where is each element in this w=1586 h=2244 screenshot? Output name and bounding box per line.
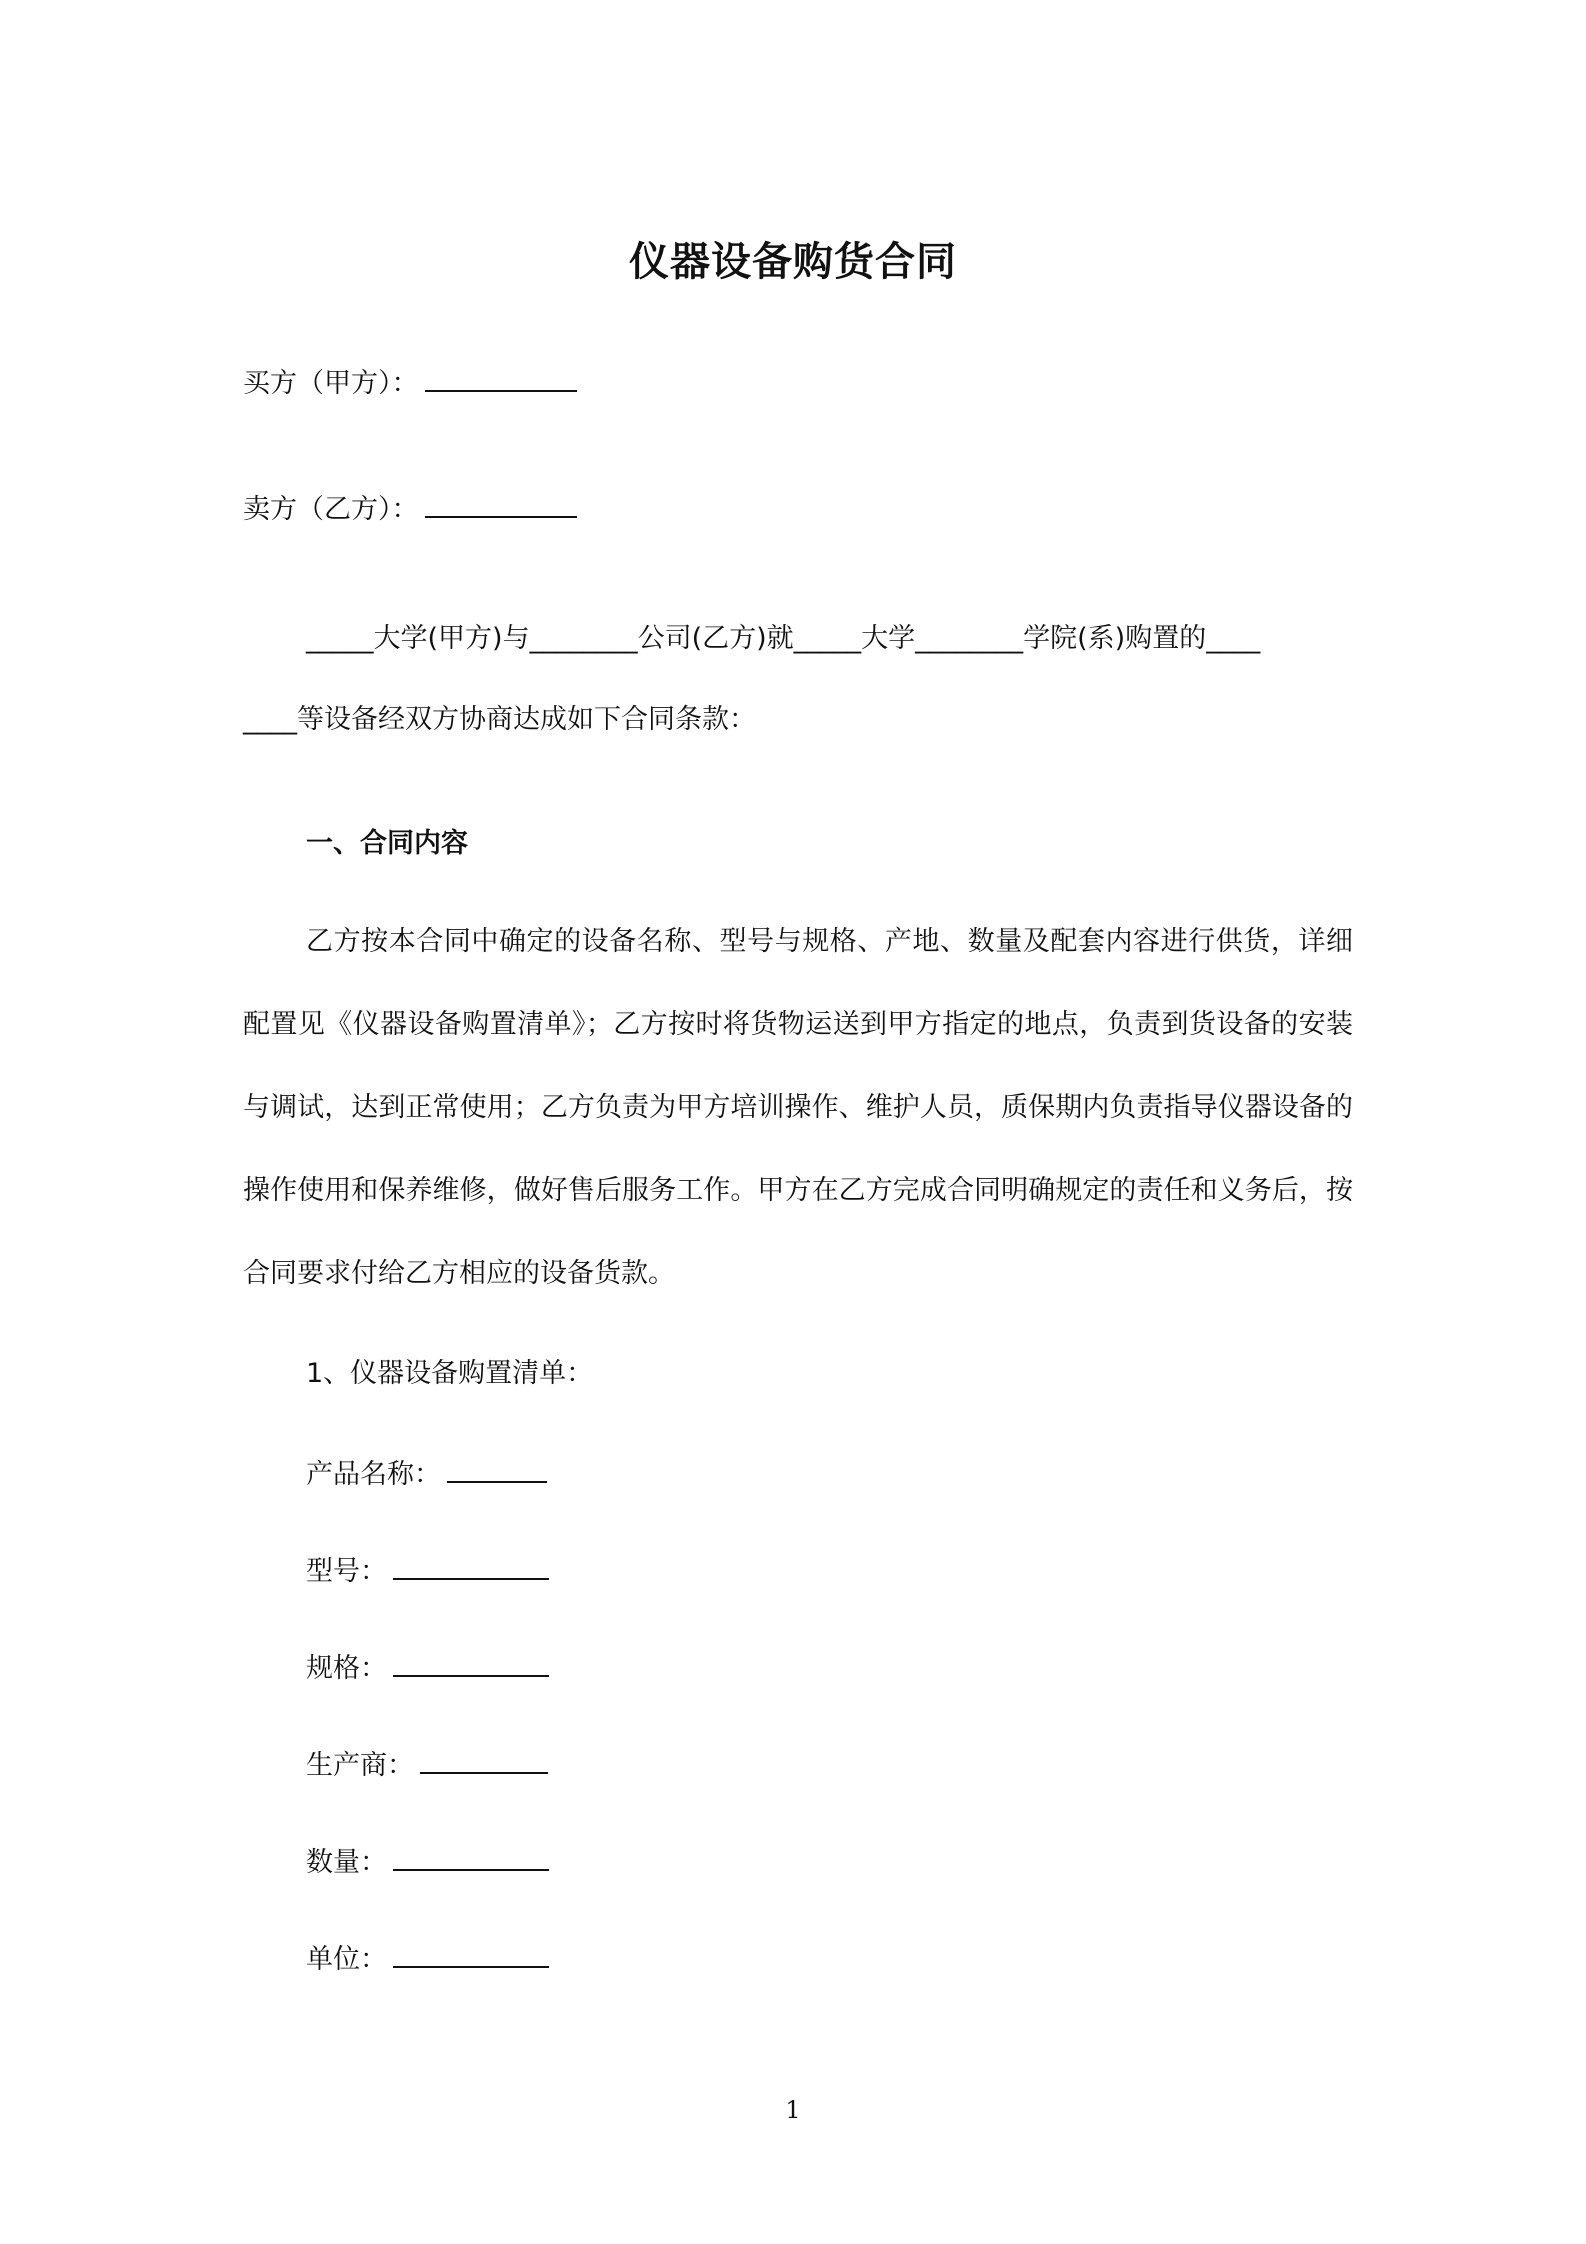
field-product-name-label: 产品名称： [306, 1459, 441, 1490]
field-unit [306, 1936, 549, 1980]
field-spec [306, 1645, 549, 1689]
field-model-label: 型号： [306, 1556, 387, 1587]
field-model-blank [393, 1548, 549, 1580]
buyer-label: 买方（甲方）： [243, 368, 419, 399]
field-unit-blank [393, 1936, 549, 1968]
list-heading: 1、仪器设备购置清单： [306, 1358, 594, 1389]
field-quantity [306, 1839, 549, 1883]
field-unit-label: 单位： [306, 1944, 387, 1975]
field-quantity-blank [393, 1839, 549, 1871]
field-product-name [306, 1451, 547, 1495]
seller-label: 卖方（乙方）： [243, 494, 419, 525]
buyer-line [243, 360, 577, 404]
field-product-name-blank [447, 1451, 547, 1483]
field-spec-blank [393, 1645, 549, 1677]
section1-paragraph: 乙方按本合同中确定的设备名称、型号与规格、产地、数量及配套内容进行供货，详细配置见《仪器设备购置清单》；乙方按时将货物运送到甲方指定的地点，负责到货设备的安装与调试，达到正常使用；乙方负责为甲方培训操作、维护人员，质保期内负责指导仪器设备的操作使用和保养维修，做好售后服务工作。甲方在乙方完成合同明确规定的责任和义务后，按合同要求付给乙方相应的设备货款。 [243, 926, 1353, 1289]
page-number: 1 [785, 2096, 801, 2124]
document-title: 仪器设备购货合同 [629, 239, 957, 285]
seller-line [243, 486, 577, 530]
buyer-blank [425, 360, 577, 392]
field-manufacturer-blank [420, 1742, 548, 1774]
field-quantity-label: 数量： [306, 1847, 387, 1878]
field-manufacturer [306, 1742, 548, 1786]
section1-heading: 一、合同内容 [306, 828, 468, 859]
field-model [306, 1548, 549, 1592]
intro-line-1: _____大学(甲方)与________公司(乙方)就_____大学________学院(系)购置的____ [306, 623, 1261, 654]
field-spec-label: 规格： [306, 1653, 387, 1684]
intro-line-2: ____等设备经双方协商达成如下合同条款： [243, 704, 756, 735]
seller-blank [425, 486, 577, 518]
field-manufacturer-label: 生产商： [306, 1750, 414, 1781]
